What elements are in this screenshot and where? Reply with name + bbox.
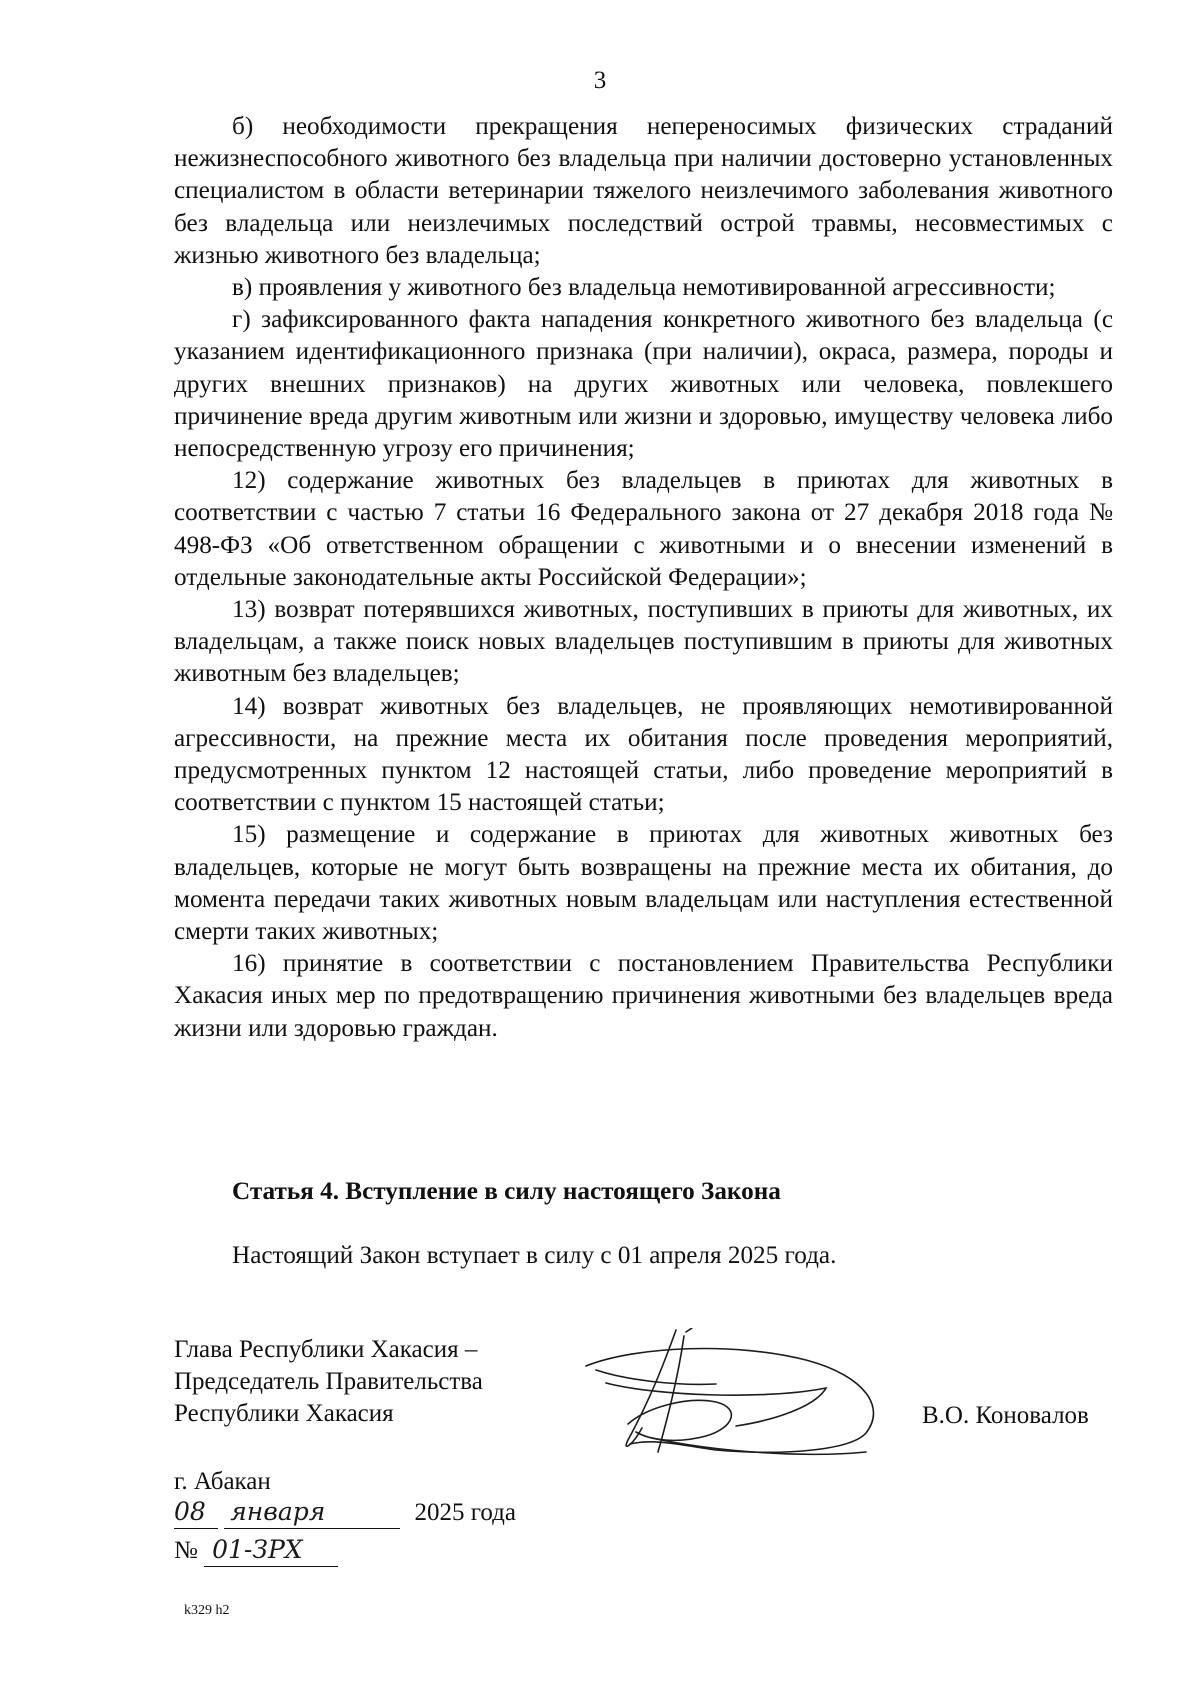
paragraph-b: б) необходимости прекращения непереносимых физических страданий нежизнеспособного животного без владельца при наличии достоверно установленных специалистом в области ветеринарии тяжелого неизлечимого заболевания животного без владельца или неизлечимых последствий острой травмы, несовместимых с жизнью животного без владельца; [174, 113, 1113, 269]
place-of-signing: г. Абакан [174, 1468, 271, 1495]
signatory-title [174, 1334, 483, 1430]
handwritten-number: 01-ЗРХ [204, 1534, 338, 1567]
signatory-name: В.О. Коновалов [922, 1402, 1089, 1429]
law-number [174, 1534, 338, 1570]
signatory-title-line: Председатель Правительства [174, 1368, 483, 1395]
paragraph-v: в) проявления у животного без владельца немотивированной агрессивности; [232, 274, 1056, 302]
signatory-title-line: Республики Хакасия [174, 1400, 394, 1427]
law-body-text [174, 111, 1113, 1045]
article-text: Настоящий Закон вступает в силу с 01 апреля 2025 года. [232, 1242, 837, 1269]
page-number: 3 [593, 67, 607, 94]
paragraph-16: 16) принятие в соответствии с постановлением Правительства Республики Хакасия иных мер по предотвращению причинения животными без владельцев вреда жизни или здоровью граждан. [174, 950, 1113, 1042]
paragraph-14: 14) возврат животных без владельцев, не проявляющих немотивированной агрессивности, на прежние места их обитания после проведения мероприятий, предусмотренных пунктом 12 настоящей статьи, либо проведение мероприятий в соответствии с пунктом 15 настоящей статьи; [174, 692, 1113, 817]
paragraph-g: г) зафиксированного факта нападения конкретного животного без владельца (с указанием идентификационного признака (при наличии), окраса, размера, породы и других внешних признаков) на других животных или человека, повлекшего причинение вреда другим животным или жизни и здоровью, имуществу человека либо непосредственную угрозу его причинения; [174, 306, 1113, 463]
signing-date [174, 1496, 516, 1532]
number-prefix: № [174, 1537, 198, 1564]
handwritten-month: января [224, 1496, 400, 1529]
article-heading: Статья 4. Вступление в силу настоящего Закона [232, 1178, 781, 1205]
handwritten-day: 08 [174, 1496, 218, 1529]
paragraph-15: 15) размещение и содержание в приютах для животных животных без владельцев, которые не могут быть возвращены на прежние места их обитания, до момента передачи таких животных новым владельцам или наступления естественной смерти таких животных; [174, 821, 1113, 946]
year-text: 2025 года [414, 1499, 516, 1526]
document-code: k329 h2 [184, 1603, 230, 1618]
paragraph-13: 13) возврат потерявшихся животных, поступивших в приюты для животных, их владельцам, а также поиск новых владельцев поступившим в приюты для животных животным без владельцев; [174, 596, 1113, 688]
signatory-title-line: Глава Республики Хакасия – [174, 1336, 478, 1363]
handwritten-signature [566, 1328, 906, 1478]
paragraph-12: 12) содержание животных без владельцев в приютах для животных в соответствии с частью 7 статьи 16 Федерального закона от 27 декабря 2018 года № 498-ФЗ «Об ответственном обращении с животными и о внесении изменений в отдельные законодательные акты Российской Федерации»; [174, 467, 1113, 591]
